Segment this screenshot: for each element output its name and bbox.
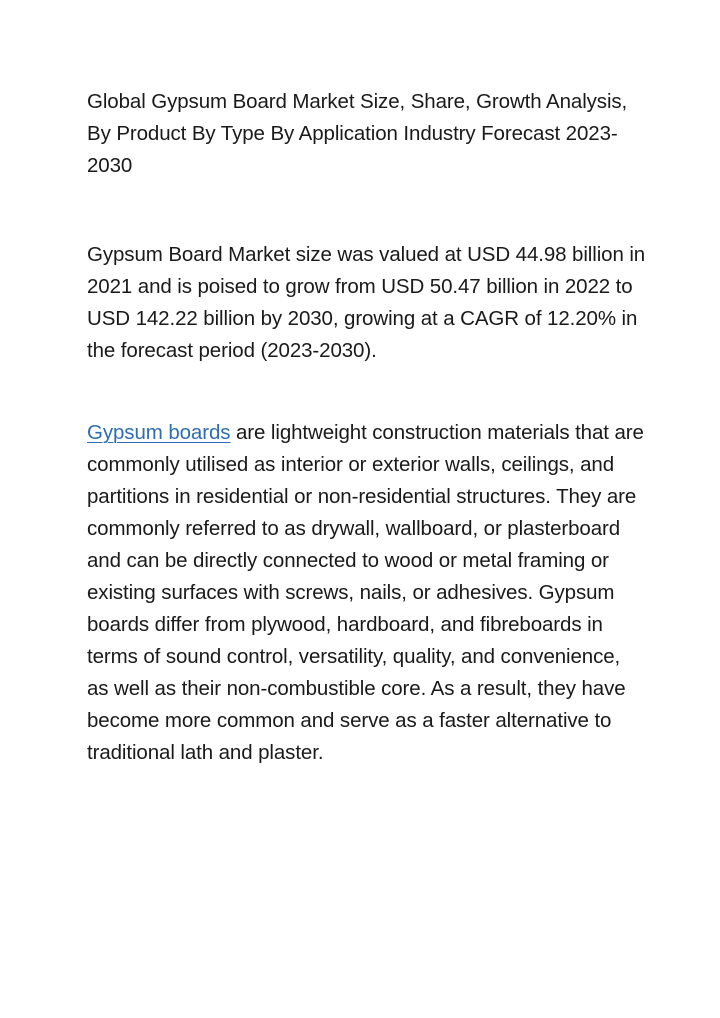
gypsum-boards-link[interactable]: Gypsum boards <box>87 421 231 444</box>
market-size-paragraph: Gypsum Board Market size was valued at USD 44.98 billion in 2021 and is poised to grow from USD 50.47 billion in 2022 to USD 142.22 billion by 2030, growing at a CAGR of 12.20% in the forecast period (2023-2030). <box>87 243 646 362</box>
description-text: are lightweight construction materials that are commonly utilised as interior or exterior walls, ceilings, and partitions in residential or non-residential structures. They are commonly referred to as drywall, wallboard, or plasterboard and can be directly connected to wood or metal framing or existing surfaces with screws, nails, or adhesives. Gypsum boards differ from plywood, hardboard, and fibreboards in terms of sound control, versatility, quality, and convenience, as well as their non-combustible core. As a result, they have become more common and serve as a faster alternative to traditional lath and plaster. <box>87 421 644 764</box>
description-paragraph <box>87 417 647 769</box>
document-title: Global Gypsum Board Market Size, Share, Growth Analysis, By Product By Type By Application Industry Forecast 2023-2030 <box>87 90 628 177</box>
document-page <box>87 86 647 769</box>
